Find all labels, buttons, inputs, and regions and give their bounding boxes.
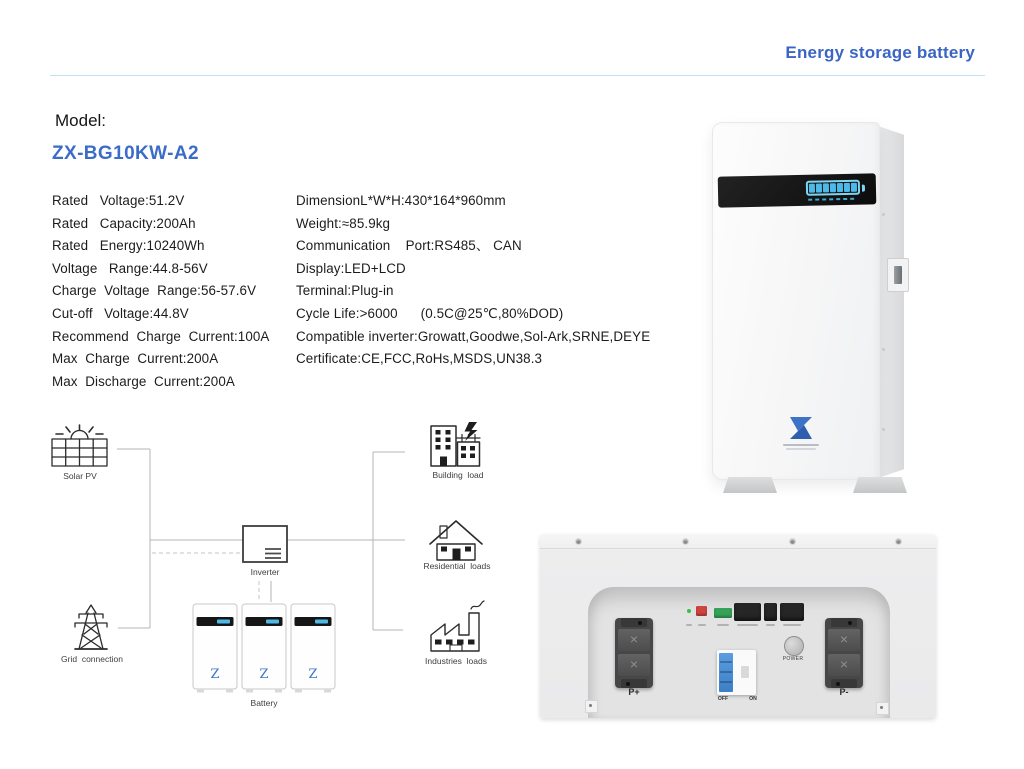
battery-unit-logo: Z (259, 667, 269, 682)
battery-side-panel (878, 126, 904, 478)
spec-cutoff-voltage: Cut-off Voltage:44.8V (52, 305, 189, 321)
spec-voltage-range: Voltage Range:44.8-56V (52, 260, 208, 276)
panel-seam (540, 548, 936, 549)
power-button[interactable] (784, 636, 804, 656)
inverter-label: Inverter (250, 567, 280, 577)
terminal-plate: × (618, 654, 650, 676)
power-label: POWER (782, 656, 804, 662)
battery-foot (723, 477, 777, 493)
grid-tower-icon (75, 605, 107, 649)
comm-port[interactable] (734, 603, 761, 621)
header-divider (50, 75, 985, 76)
model-label: Model: (55, 111, 107, 130)
breaker-on-label: ON (749, 696, 757, 702)
panel-screw (790, 539, 795, 544)
spec-recommend-charge-current: Recommend Charge Current:100A (52, 328, 270, 344)
tiny-label (737, 624, 758, 626)
terminal-plate: × (828, 654, 860, 676)
battery-display-strip (718, 173, 877, 207)
solar-pv-icon (52, 425, 107, 466)
tiny-label (717, 624, 729, 626)
spec-dimension: DimensionL*W*H:430*164*960mm (296, 193, 506, 208)
side-handle (887, 258, 909, 292)
positive-terminal-block (615, 618, 653, 688)
handle-slot (894, 266, 902, 284)
tiny-label (766, 624, 775, 626)
terminal-tab (831, 618, 857, 627)
breaker-notch (741, 666, 749, 678)
battery-gauge-nub (862, 185, 865, 192)
comm-port[interactable] (780, 603, 804, 621)
tiny-label (698, 624, 706, 626)
breaker-off-label: OFF (717, 696, 729, 702)
corner-screw (876, 702, 889, 715)
brand-text-line (786, 448, 816, 450)
corner-screw (585, 700, 598, 713)
system-diagram (40, 413, 510, 715)
brand-z-logo (788, 415, 814, 441)
building-load-label: Building load (432, 470, 484, 480)
battery-label: Battery (250, 698, 278, 708)
terminal-tab (621, 618, 647, 627)
spec-communication-port: Communication Port:RS485、 CAN (296, 238, 522, 254)
building-load-icon (431, 422, 480, 466)
tiny-label (783, 624, 801, 626)
positive-terminal-label: P+ (628, 687, 640, 697)
battery-product-photo (695, 118, 915, 502)
industries-factory-icon (431, 601, 484, 651)
spec-rated-capacity: Rated Capacity:200Ah (52, 215, 196, 231)
residential-house-icon (430, 521, 482, 560)
side-screw (882, 348, 885, 351)
battery-level-gauge (806, 180, 860, 196)
battery-unit (242, 604, 286, 693)
terminal-plate: × (618, 629, 650, 651)
panel-screw (683, 539, 688, 544)
spec-weight: Weight:≈85.9kg (296, 215, 391, 231)
spec-charge-voltage-range: Charge Voltage Range:56-57.6V (52, 283, 257, 299)
solar-pv-label: Solar PV (63, 471, 97, 481)
battery-unit-logo: Z (210, 667, 220, 682)
spec-cycle-life: Cycle Life:>6000 (0.5C@25℃,80%DOD) (296, 305, 564, 321)
spec-certificate: Certificate:CE,FCC,RoHs,MSDS,UN38.3 (296, 351, 543, 367)
spec-display: Display:LED+LCD (296, 260, 406, 276)
residential-loads-label: Residential loads (423, 561, 491, 571)
page-title: Energy storage battery (785, 43, 975, 62)
status-led (687, 609, 691, 613)
spec-max-charge-current: Max Charge Current:200A (52, 351, 219, 367)
breaker-lever[interactable] (719, 653, 733, 692)
spec-rated-energy: Rated Energy:10240Wh (52, 238, 205, 254)
negative-terminal-label: P- (839, 687, 849, 697)
panel-screw (896, 539, 901, 544)
terminal-plate: × (828, 629, 860, 651)
battery-unit (291, 604, 335, 693)
battery-unit (193, 604, 237, 693)
side-screw (882, 428, 885, 431)
spec-rated-voltage: Rated Voltage:51.2V (52, 193, 185, 208)
battery-bottom-view-photo (540, 534, 936, 718)
green-terminal-block (714, 608, 732, 618)
brand-text-line (783, 444, 819, 446)
battery-gauge-ticks (808, 198, 860, 201)
spec-column-right (296, 190, 650, 371)
red-connector (696, 606, 707, 616)
grid-connection-label: Grid connection (61, 654, 123, 664)
model-number: ZX-BG10KW-A2 (52, 143, 199, 164)
inverter-icon (243, 526, 287, 562)
battery-foot (853, 477, 907, 493)
battery-unit-logo: Z (308, 667, 318, 682)
breaker-switch[interactable] (717, 650, 756, 695)
industries-loads-label: Industries loads (425, 656, 487, 666)
spec-column-left (52, 190, 269, 393)
comm-port[interactable] (764, 603, 777, 621)
side-screw (882, 213, 885, 216)
tiny-label (686, 624, 692, 626)
negative-terminal-block (825, 618, 863, 688)
spec-compatible-inverter: Compatible inverter:Growatt,Goodwe,Sol-Ark,SRNE,DEYE (296, 328, 651, 344)
spec-terminal: Terminal:Plug-in (296, 283, 394, 299)
spec-max-discharge-current: Max Discharge Current:200A (52, 373, 235, 389)
panel-screw (576, 539, 581, 544)
